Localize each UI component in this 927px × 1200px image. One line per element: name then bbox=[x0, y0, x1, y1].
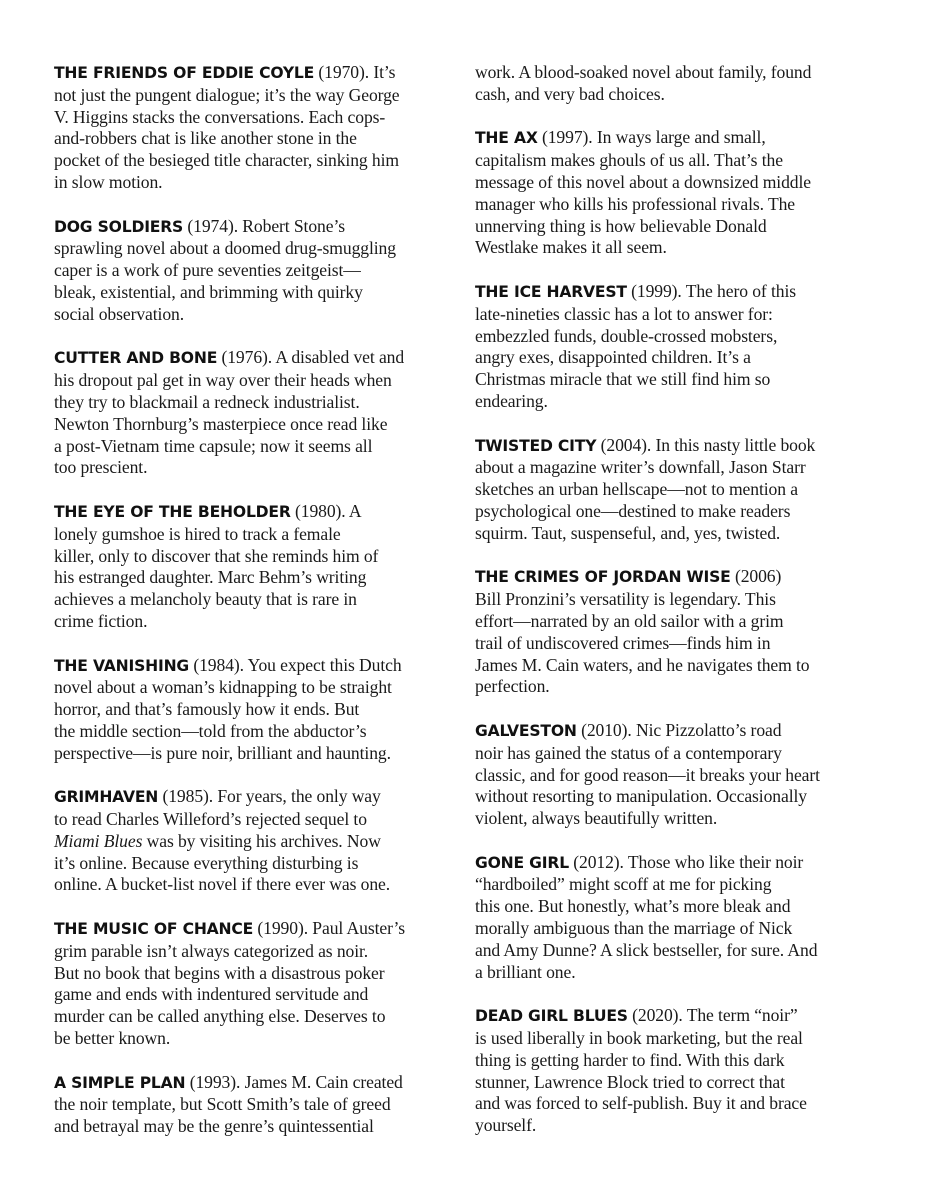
book-title: THE VANISHING bbox=[54, 656, 190, 675]
book-description: (2020). The term “noir” is used liberally in book marketing, but the real thing is getting harder to find. With this dark stunner, Lawrence Block tried to correct that and was forced to self-publish. Buy it and brace yourself. bbox=[475, 1005, 807, 1136]
entry-twisted-city bbox=[475, 435, 875, 545]
book-title: DOG SOLDIERS bbox=[54, 217, 184, 236]
book-description: (1970). It’s not just the pungent dialogue; it’s the way George V. Higgins stacks the conversations. Each cops- and-robbers chat is like another stone in the pocket of the besieged title character, sinking him in slow motion. bbox=[54, 62, 400, 192]
book-description: (1993). James M. Cain created the noir template, but Scott Smith’s tale of greed and betrayal may be the genre’s quintessential bbox=[54, 1071, 403, 1137]
book-description: (1997). In ways large and small, capitalism makes ghouls of us all. That’s the message of this novel about a downsized middle manager who kills his professional rivals. The unnerving thing is how believable Donald Westlake makes it all seem. bbox=[475, 127, 811, 258]
entry-grimhaven bbox=[54, 786, 456, 896]
left-column bbox=[54, 62, 456, 1138]
entry-the-ice-harvest bbox=[475, 281, 875, 413]
book-title: THE CRIMES OF JORDAN WISE bbox=[475, 568, 731, 587]
entry-eddie-coyle bbox=[54, 62, 456, 194]
book-title: GRIMHAVEN bbox=[54, 788, 159, 807]
book-description: (1976). A disabled vet and his dropout pal get in way over their heads when they try to blackmail a redneck industrialist. Newton Thornburg’s masterpiece once read like a post-Vietnam time capsule; now it seems all too prescient. bbox=[54, 347, 405, 478]
book-title: GALVESTON bbox=[475, 721, 577, 740]
book-description: (2006) Bill Pronzini’s versatility is legendary. This effort—narrated by an old sailor with a grim trail of undiscovered crimes—finds him in James M. Cain waters, and he navigates them to perfection. bbox=[475, 566, 810, 697]
book-title: DEAD GIRL BLUES bbox=[475, 1007, 628, 1026]
book-title: CUTTER AND BONE bbox=[54, 349, 218, 368]
entry-cutter-and-bone bbox=[54, 347, 456, 479]
entry-eye-of-the-beholder bbox=[54, 501, 456, 633]
entry-gone-girl bbox=[475, 852, 875, 984]
book-title: THE MUSIC OF CHANCE bbox=[54, 920, 254, 939]
book-title: GONE GIRL bbox=[475, 853, 569, 872]
italic-book-reference: Miami Blues bbox=[54, 830, 143, 851]
book-description: (1999). The hero of this late-nineties classic has a lot to answer for: embezzled funds, double-crossed mobsters, angry exes, disappointed children. It’s a Christmas miracle that we still find him so endearing. bbox=[475, 280, 796, 411]
book-title: THE AX bbox=[475, 129, 538, 148]
book-description: work. A blood-soaked novel about family, found cash, and very bad choices. bbox=[475, 62, 812, 104]
book-title: TWISTED CITY bbox=[475, 436, 597, 455]
book-description: (1974). Robert Stone’s sprawling novel about a doomed drug-smuggling caper is a work of pure seventies zeitgeist— bleak, existential, and brimming with quirky social observation. bbox=[54, 215, 396, 324]
entry-the-ax bbox=[475, 127, 875, 259]
book-description: (2004). In this nasty little book about a magazine writer’s downfall, Jason Starr sketches an urban hellscape—not to mention a psychological one—destined to make readers squirm. Taut, suspenseful, and, yes, twisted. bbox=[475, 434, 816, 543]
entry-dog-soldiers bbox=[54, 216, 456, 326]
entry-dead-girl-blues bbox=[475, 1005, 875, 1137]
entry-crimes-of-jordan-wise bbox=[475, 566, 875, 698]
book-title: A SIMPLE PLAN bbox=[54, 1073, 186, 1092]
entry-music-of-chance bbox=[54, 918, 456, 1050]
entry-galveston bbox=[475, 720, 875, 830]
book-description: (1984). You expect this Dutch novel about a woman’s kidnapping to be straight horror, and that’s famously how it ends. But the middle section—told from the abductor’s perspective—is pure noir, brilliant and haunting. bbox=[54, 654, 402, 763]
right-column bbox=[475, 62, 875, 1137]
book-description: (1980). A lonely gumshoe is hired to track a female killer, only to discover that she reminds him of his estranged daughter. Marc Behm’s writing achieves a melancholy beauty that is rare in crime fiction. bbox=[54, 500, 379, 631]
book-description: (2012). Those who like their noir “hardboiled” might scoff at me for picking this one. But honestly, what’s more bleak and morally ambiguous than the marriage of Nick and Amy Dunne? A slick bestseller, for sure. And a brilliant one. bbox=[475, 851, 818, 982]
book-title: THE ICE HARVEST bbox=[475, 282, 627, 301]
book-description: was by visiting his archives. Now it’s online. Because everything disturbing is online. A bucket-list novel if there ever was one. bbox=[54, 830, 391, 895]
book-description: (2010). Nic Pizzolatto’s road noir has gained the status of a contemporary classic, and for good reason—it breaks your heart without resorting to manipulation. Occasionally violent, always beautifully written. bbox=[475, 719, 820, 829]
book-description: (1985). For years, the only way to read Charles Willeford’s rejected sequel to bbox=[54, 786, 381, 830]
entry-a-simple-plan bbox=[54, 1072, 456, 1138]
book-title: THE FRIENDS OF EDDIE COYLE bbox=[54, 64, 315, 82]
entry-the-vanishing bbox=[54, 655, 456, 765]
book-description: (1990). Paul Auster’s grim parable isn’t always categorized as noir. But no book that begins with a disastrous poker game and ends with indentured servitude and murder can be called anything else. Deserves to be better known. bbox=[54, 918, 406, 1049]
book-title: THE EYE OF THE BEHOLDER bbox=[54, 502, 291, 521]
entry-a-simple-plan-continued bbox=[475, 62, 875, 106]
